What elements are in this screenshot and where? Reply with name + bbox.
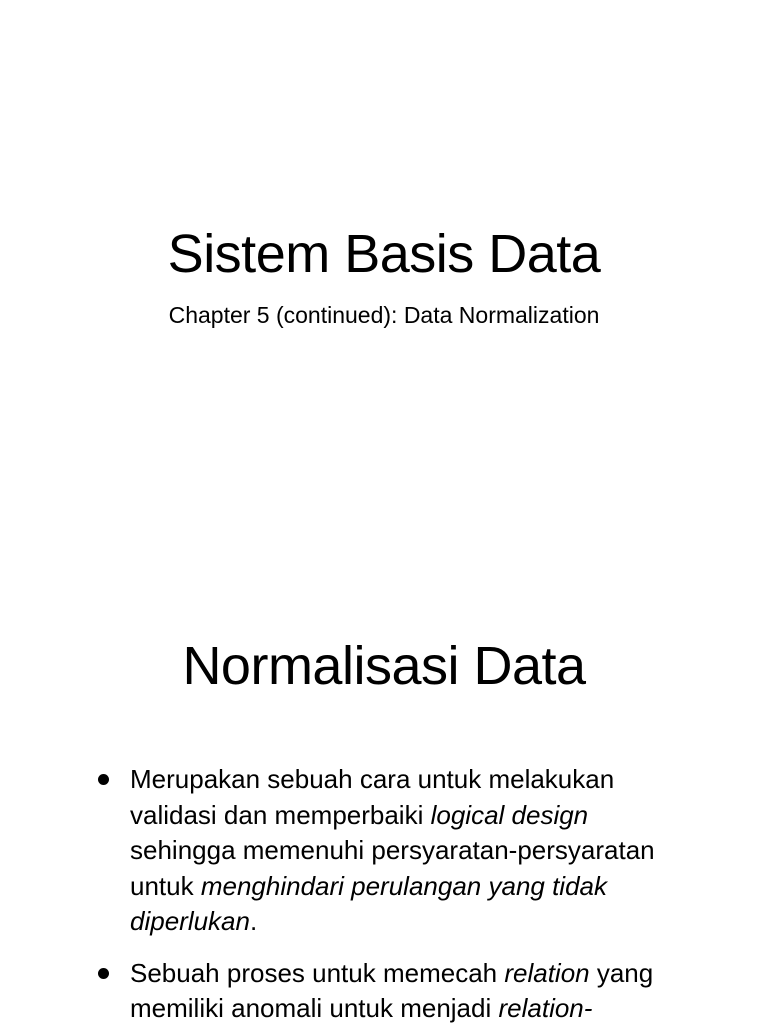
bullet-text-plain: sehingga memenuhi persyaratan-persyaratan untuk [130,835,655,901]
bullet-text-plain: . [249,906,258,936]
slide-heading: Normalisasi Data [182,636,586,696]
bullet-text-italic: logical design [430,799,589,830]
bullet-item [96,762,696,940]
content-slide [0,576,768,1024]
bullet-dot-icon [98,774,109,785]
slide-title: Sistem Basis Data [167,224,601,284]
bullet-list [96,762,696,1024]
bullet-text-italic: menghindari perulangan yang tidak diperlukan [130,870,608,936]
bullet-text-plain: Sebuah proses untuk memecah [130,957,505,988]
bullet-item [96,956,696,1024]
bullet-text-italic: relation- [498,993,593,1023]
slide-subtitle: Chapter 5 (continued): Data Normalization [168,302,600,328]
bullet-dot-icon [98,968,109,979]
bullet-text-plain: yang memiliki anomali untuk menjadi [130,957,654,1023]
bullet-text-plain: Merupakan sebuah cara untuk melakukan validasi dan memperbaiki [130,764,615,830]
bullet-text-italic: relation [504,957,590,988]
